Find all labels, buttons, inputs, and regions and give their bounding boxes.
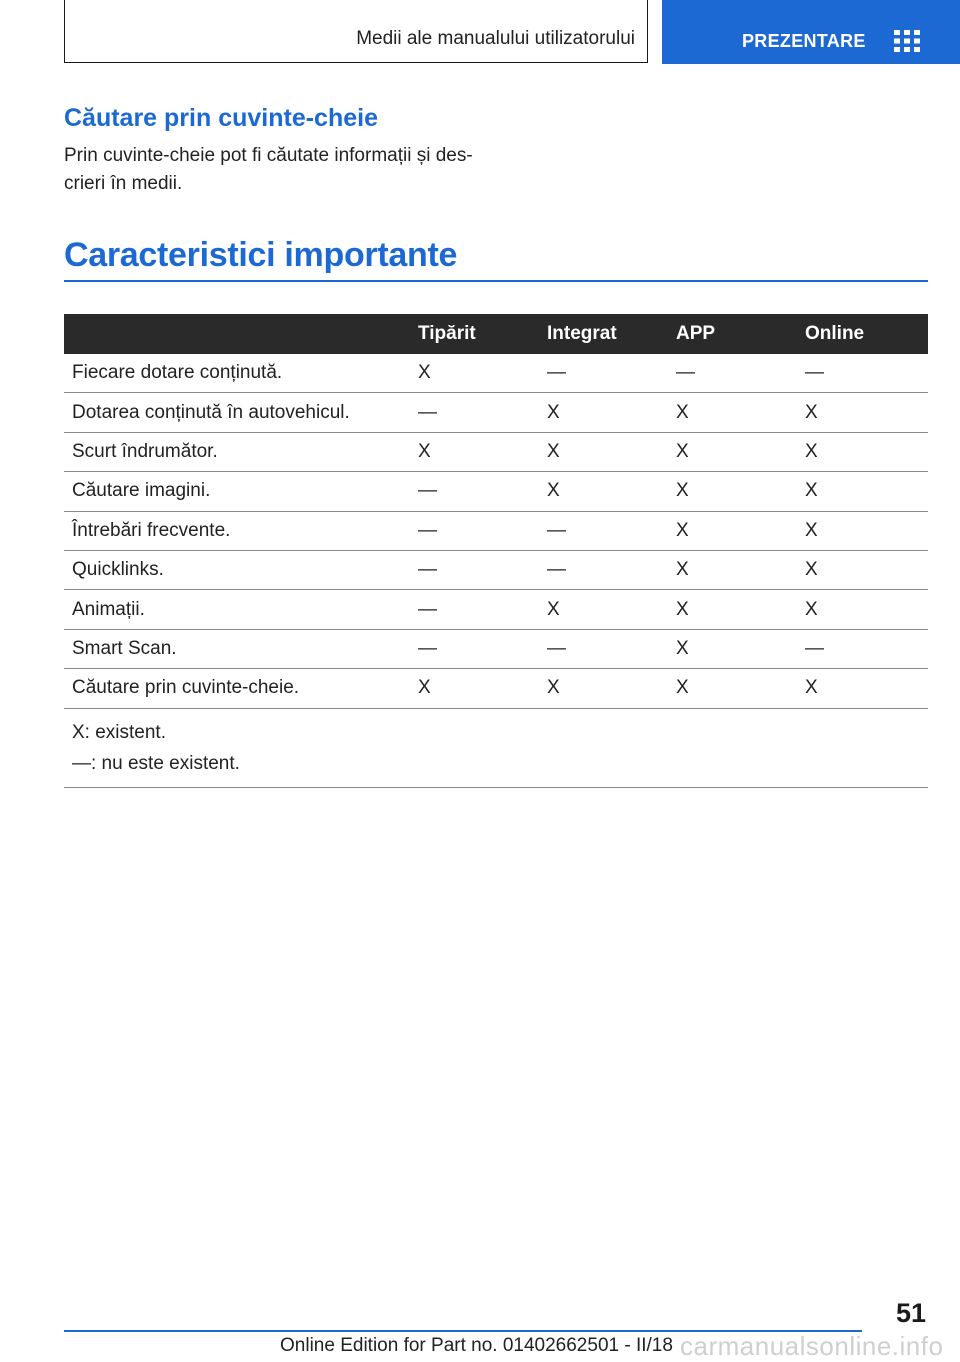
section-heading: Caracteristici importante	[64, 236, 458, 274]
watermark: carmanualsonline.info	[680, 1331, 944, 1361]
feature-cell: Scurt îndrumător.	[72, 440, 218, 462]
availability-cell: X	[547, 440, 560, 462]
availability-cell: X	[805, 677, 818, 699]
availability-cell: X	[676, 637, 689, 659]
availability-cell: —	[547, 519, 566, 541]
table-row	[64, 512, 928, 551]
section-tab[interactable]	[662, 0, 960, 64]
table-row	[64, 433, 928, 472]
column-header: Online	[805, 323, 865, 344]
availability-cell: X	[805, 401, 818, 423]
table-row	[64, 393, 928, 432]
grid-icon[interactable]	[894, 30, 920, 52]
table-row	[64, 551, 928, 590]
header-title-box	[64, 0, 648, 63]
availability-cell: X	[676, 559, 689, 581]
availability-cell: —	[418, 519, 437, 541]
availability-cell: X	[805, 598, 818, 620]
feature-cell: Smart Scan.	[72, 637, 177, 659]
section-heading-rule	[64, 280, 928, 282]
availability-cell: X	[805, 559, 818, 581]
column-header: APP	[676, 323, 716, 344]
table-row	[64, 590, 928, 629]
availability-cell: —	[805, 362, 824, 384]
section-tab-label: PREZENTARE	[742, 31, 866, 51]
feature-cell: Căutare prin cuvinte-cheie.	[72, 677, 300, 699]
availability-cell: —	[418, 401, 437, 423]
table-legend	[64, 709, 928, 788]
column-header: Integrat	[547, 323, 617, 344]
table-header-row	[64, 314, 928, 354]
feature-cell: Dotarea conținută în autovehicul.	[72, 401, 350, 423]
availability-cell: X	[418, 440, 431, 462]
availability-cell: X	[418, 677, 431, 699]
availability-cell: X	[805, 480, 818, 502]
legend-item: —: nu este existent.	[72, 752, 240, 774]
footer-text: Online Edition for Part no. 01402662501 - II/18	[280, 1335, 673, 1356]
features-table	[64, 314, 928, 788]
table-row	[64, 472, 928, 511]
column-header: Tipărit	[418, 323, 476, 344]
availability-cell: X	[547, 677, 560, 699]
availability-cell: X	[805, 440, 818, 462]
availability-cell: X	[805, 519, 818, 541]
availability-cell: X	[676, 440, 689, 462]
availability-cell: —	[418, 480, 437, 502]
availability-cell: X	[547, 401, 560, 423]
legend-item: X: existent.	[72, 721, 166, 743]
column-header	[64, 314, 410, 354]
availability-cell: X	[676, 519, 689, 541]
page-number: 51	[895, 1298, 926, 1328]
availability-cell: X	[418, 362, 431, 384]
availability-cell: X	[547, 480, 560, 502]
availability-cell: —	[805, 637, 824, 659]
availability-cell: X	[547, 598, 560, 620]
header-title: Medii ale manualului utilizatorului	[356, 28, 635, 49]
availability-cell: —	[547, 362, 566, 384]
availability-cell: —	[418, 559, 437, 581]
table-row	[64, 630, 928, 669]
availability-cell: —	[418, 637, 437, 659]
feature-cell: Quicklinks.	[72, 559, 164, 581]
feature-cell: Căutare imagini.	[72, 480, 211, 502]
availability-cell: X	[676, 598, 689, 620]
availability-cell: —	[547, 559, 566, 581]
feature-cell: Animații.	[72, 598, 145, 620]
availability-cell: X	[676, 677, 689, 699]
availability-cell: X	[676, 480, 689, 502]
availability-cell: —	[418, 598, 437, 620]
table-row	[64, 354, 928, 393]
availability-cell: —	[676, 362, 695, 384]
subsection-text: Prin cuvinte-cheie pot fi căutate informații și des-crieri în medii.	[64, 145, 473, 194]
feature-cell: Fiecare dotare conținută.	[72, 362, 283, 384]
availability-cell: X	[676, 401, 689, 423]
availability-cell: —	[547, 637, 566, 659]
table-row	[64, 669, 928, 708]
subsection-heading: Căutare prin cuvinte-cheie	[64, 104, 378, 132]
feature-cell: Întrebări frecvente.	[72, 519, 231, 541]
